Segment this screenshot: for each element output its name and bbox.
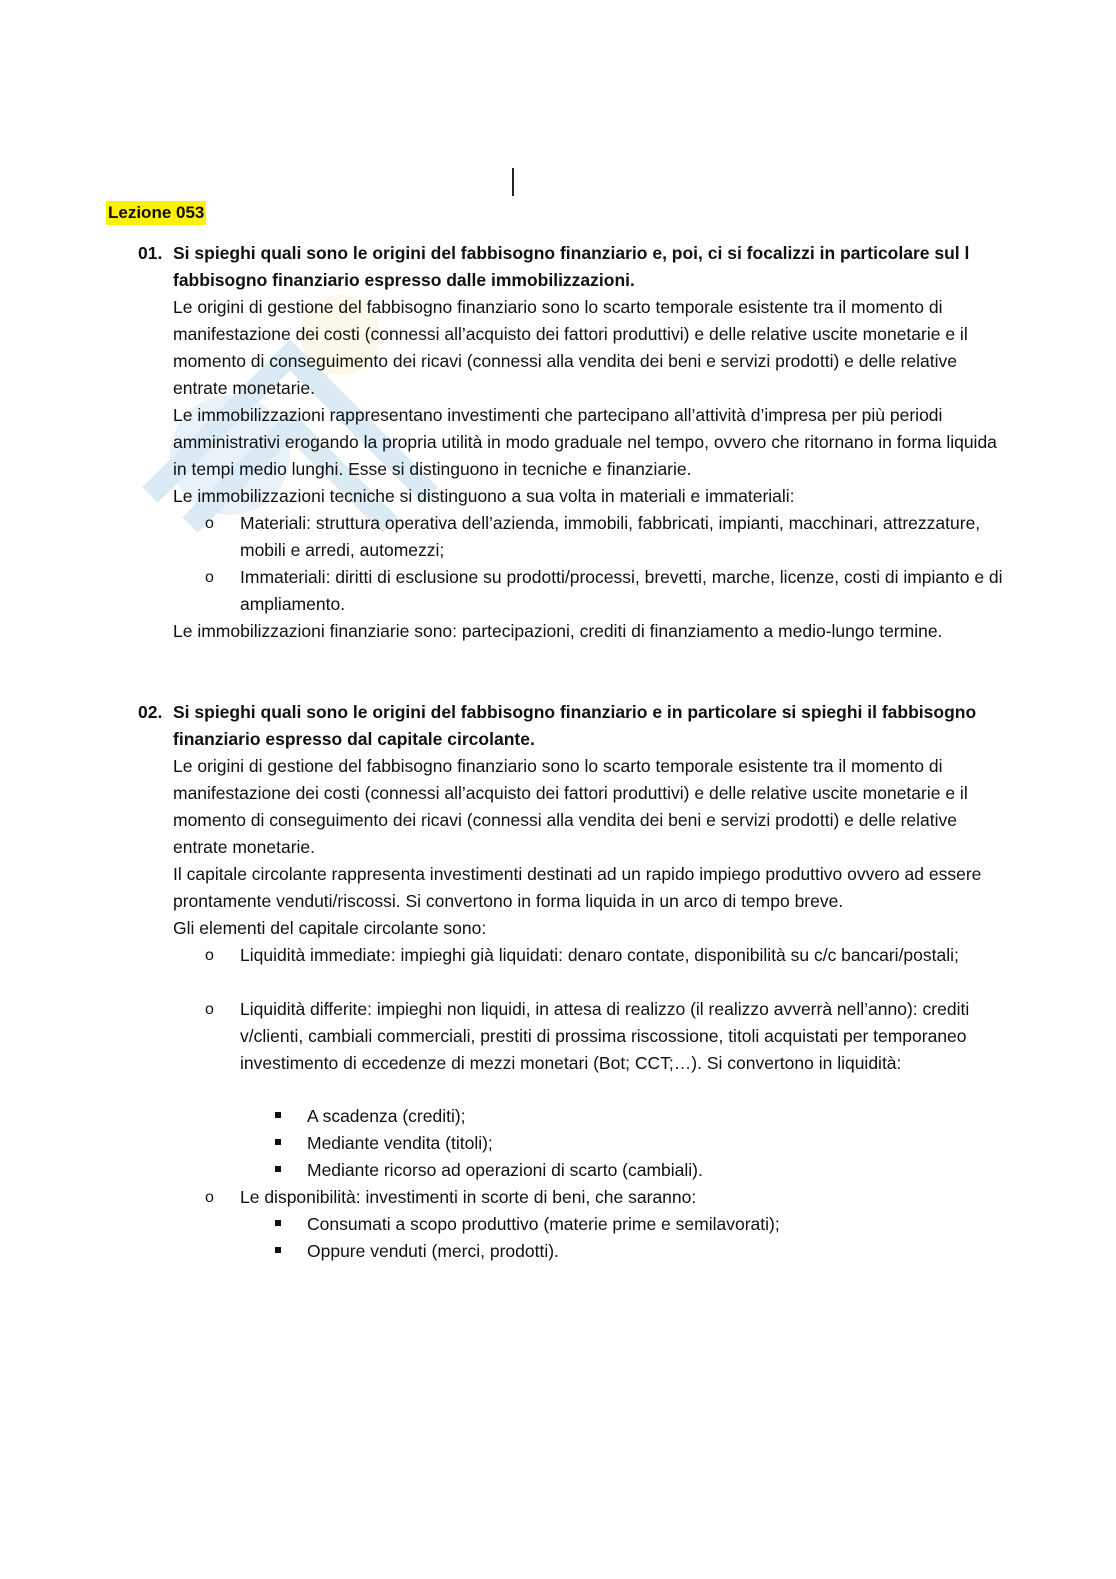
- question-title: Si spieghi quali sono le origini del fabbisogno finanziario e, poi, ci si focalizzi in particolare sul l fabbisogno finanziario espresso dalle immobilizzazioni.: [173, 243, 970, 290]
- sub-list-item: Consumati a scopo produttivo (materie prime e semilavorati);: [307, 1214, 780, 1234]
- list-item: Liquidità differite: impieghi non liquidi, in attesa di realizzo (il realizzo avverrà nell’anno): crediti v/clienti, cambiali commerciali, prestiti di prossima riscossione, titoli acquistati per temporaneo investimento di eccedenze di mezzi monetari (Bot; CCT;…). Si convertono in liquidità:: [240, 999, 970, 1073]
- bullet-marker: o: [205, 1001, 214, 1018]
- answer-paragraph: Le immobilizzazioni rappresentano investimenti che partecipano all’attività d’impresa per più periodi amministrativi erogando la propria utilità in modo graduale nel tempo, ovvero che ritornano in forma liquida in tempi medio lunghi. Esse si distinguono in tecniche e finanziarie.: [173, 405, 997, 479]
- square-bullet: [275, 1112, 281, 1118]
- text-cursor: [512, 168, 514, 196]
- bullet-marker: o: [205, 1189, 214, 1206]
- square-bullet: [275, 1166, 281, 1172]
- question-number: 02.: [138, 702, 163, 722]
- list-item: Liquidità immediate: impieghi già liquidati: denaro contate, disponibilità su c/c bancari/postali;: [240, 945, 959, 965]
- answer-paragraph: Gli elementi del capitale circolante sono:: [173, 918, 487, 938]
- square-bullet: [275, 1247, 281, 1253]
- answer-paragraph: Le immobilizzazioni finanziarie sono: partecipazioni, crediti di finanziamento a medio-lungo termine.: [173, 621, 943, 641]
- answer-paragraph: Il capitale circolante rappresenta investimenti destinati ad un rapido impiego produttivo ovvero ad essere prontamente venduti/riscossi. Si convertono in forma liquida in un arco di tempo breve.: [173, 864, 982, 911]
- question-number: 01.: [138, 243, 163, 263]
- list-item: Immateriali: diritti di esclusione su prodotti/processi, brevetti, marche, licenze, costi di impianto e di ampliamento.: [240, 567, 1003, 614]
- bullet-marker: o: [205, 569, 214, 586]
- sub-list-item: Oppure venduti (merci, prodotti).: [307, 1241, 559, 1261]
- bullet-marker: o: [205, 947, 214, 964]
- sub-list-item: Mediante vendita (titoli);: [307, 1133, 493, 1153]
- square-bullet: [275, 1220, 281, 1226]
- square-bullet: [275, 1139, 281, 1145]
- answer-paragraph: Le origini di gestione del fabbisogno finanziario sono lo scarto temporale esistente tra il momento di manifestazione dei costi (connessi all’acquisto dei fattori produttivi) e delle relative uscite monetarie e il momento di conseguimento dei ricavi (connessi alla vendita dei beni e servizi prodotti) e delle relative entrate monetarie.: [173, 756, 968, 857]
- sub-list-item: Mediante ricorso ad operazioni di scarto (cambiali).: [307, 1160, 703, 1180]
- sub-list-item: A scadenza (crediti);: [307, 1106, 466, 1126]
- list-item: Le disponibilità: investimenti in scorte di beni, che saranno:: [240, 1187, 697, 1207]
- lesson-title: Lezione 053: [106, 201, 206, 225]
- answer-paragraph: Le origini di gestione del fabbisogno finanziario sono lo scarto temporale esistente tra il momento di manifestazione dei costi (connessi all’acquisto dei fattori produttivi) e delle relative uscite monetarie e il momento di conseguimento dei ricavi (connessi alla vendita dei beni e servizi prodotti) e delle relative entrate monetarie.: [173, 297, 968, 398]
- answer-paragraph: Le immobilizzazioni tecniche si distinguono a sua volta in materiali e immateriali:: [173, 486, 795, 506]
- question-title: Si spieghi quali sono le origini del fabbisogno finanziario e in particolare si spieghi il fabbisogno finanziario espresso dal capitale circolante.: [173, 702, 977, 749]
- list-item: Materiali: struttura operativa dell’azienda, immobili, fabbricati, impianti, macchinari, attrezzature, mobili e arredi, automezzi;: [240, 513, 981, 560]
- bullet-marker: o: [205, 515, 214, 532]
